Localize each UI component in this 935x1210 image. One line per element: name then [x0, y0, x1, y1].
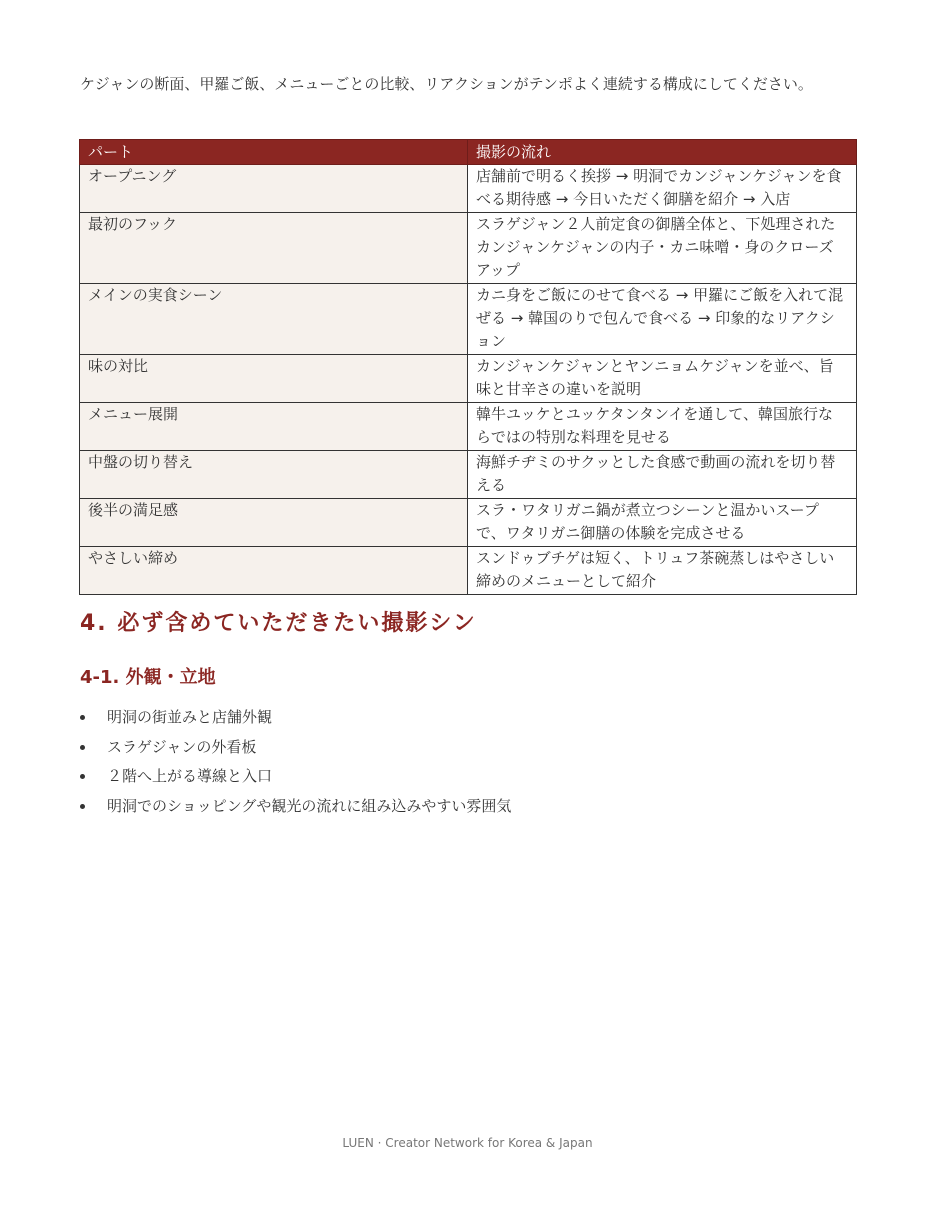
table-header-flow: 撮影の流れ — [468, 140, 857, 165]
table-row — [80, 165, 857, 213]
table-cell-part: オープニング — [80, 165, 468, 213]
subsection-heading: 4-1. 外観・立地 — [80, 667, 216, 688]
table-cell-flow: スラ・ワタリガニ鍋が煮立つシーンと温かいスープで、ワタリガニ御膳の体験を完成させる — [468, 499, 857, 547]
table-cell-part: 中盤の切り替え — [80, 451, 468, 499]
table-cell-flow: 韓牛ユッケとユッケタンタンイを通して、韓国旅行ならではの特別な料理を見せる — [468, 403, 857, 451]
table-cell-part: メインの実食シーン — [80, 284, 468, 355]
table-header-part: パート — [80, 140, 468, 165]
shooting-flow-table — [79, 139, 857, 595]
bullet-icon — [80, 774, 85, 779]
table-cell-part: メニュー展開 — [80, 403, 468, 451]
table-cell-flow: スラゲジャン２人前定食の御膳全体と、下処理されたカンジャンケジャンの内子・カニ味噌・身のクローズアップ — [468, 213, 857, 284]
list-item-text: ２階へ上がる導線と入口 — [107, 767, 273, 785]
bullet-icon — [80, 745, 85, 750]
table-header-row — [80, 140, 857, 165]
table-cell-part: 最初のフック — [80, 213, 468, 284]
list-item-text: 明洞でのショッピングや観光の流れに組み込みやすい雰囲気 — [107, 796, 512, 815]
table-row — [80, 213, 857, 284]
table-cell-flow: スンドゥブチゲは短く、トリュフ茶碗蒸しはやさしい締めのメニューとして紹介 — [468, 547, 857, 595]
page-footer: LUEN · Creator Network for Korea & Japan — [342, 1136, 593, 1150]
list-item — [80, 733, 511, 763]
table-row — [80, 403, 857, 451]
section-heading: 4. 必ず含めていただきたい撮影シン — [80, 611, 477, 636]
list-item-text: 明洞の街並みと店舗外観 — [107, 708, 273, 726]
bullet-icon — [80, 715, 85, 720]
table-row — [80, 547, 857, 595]
list-item — [80, 762, 511, 792]
table-cell-flow: カニ身をご飯にのせて食べる → 甲羅にご飯を入れて混ぜる → 韓国のりで包んで食べる → 印象的なリアクション — [468, 284, 857, 355]
table-cell-part: やさしい締め — [80, 547, 468, 595]
list-item — [80, 792, 511, 822]
table-row — [80, 355, 857, 403]
bullet-icon — [80, 804, 85, 809]
table-cell-part: 後半の満足感 — [80, 499, 468, 547]
table-cell-part: 味の対比 — [80, 355, 468, 403]
table-cell-flow: 店舗前で明るく挨拶 → 明洞でカンジャンケジャンを食べる期待感 → 今日いただく御膳を紹介 → 入店 — [468, 165, 857, 213]
list-item-text: スラゲジャンの外看板 — [107, 737, 257, 756]
table-cell-flow: 海鮮チヂミのサクッとした食感で動画の流れを切り替える — [468, 451, 857, 499]
table-row — [80, 451, 857, 499]
table-cell-flow: カンジャンケジャンとヤンニョムケジャンを並べ、旨味と甘辛さの違いを説明 — [468, 355, 857, 403]
table-row — [80, 284, 857, 355]
intro-paragraph: ケジャンの断面、甲羅ご飯、メニューごとの比較、リアクションがテンポよく連続する構成にしてください。 — [80, 75, 813, 93]
table-row — [80, 499, 857, 547]
list-item — [80, 703, 511, 733]
bullet-list — [80, 703, 511, 821]
